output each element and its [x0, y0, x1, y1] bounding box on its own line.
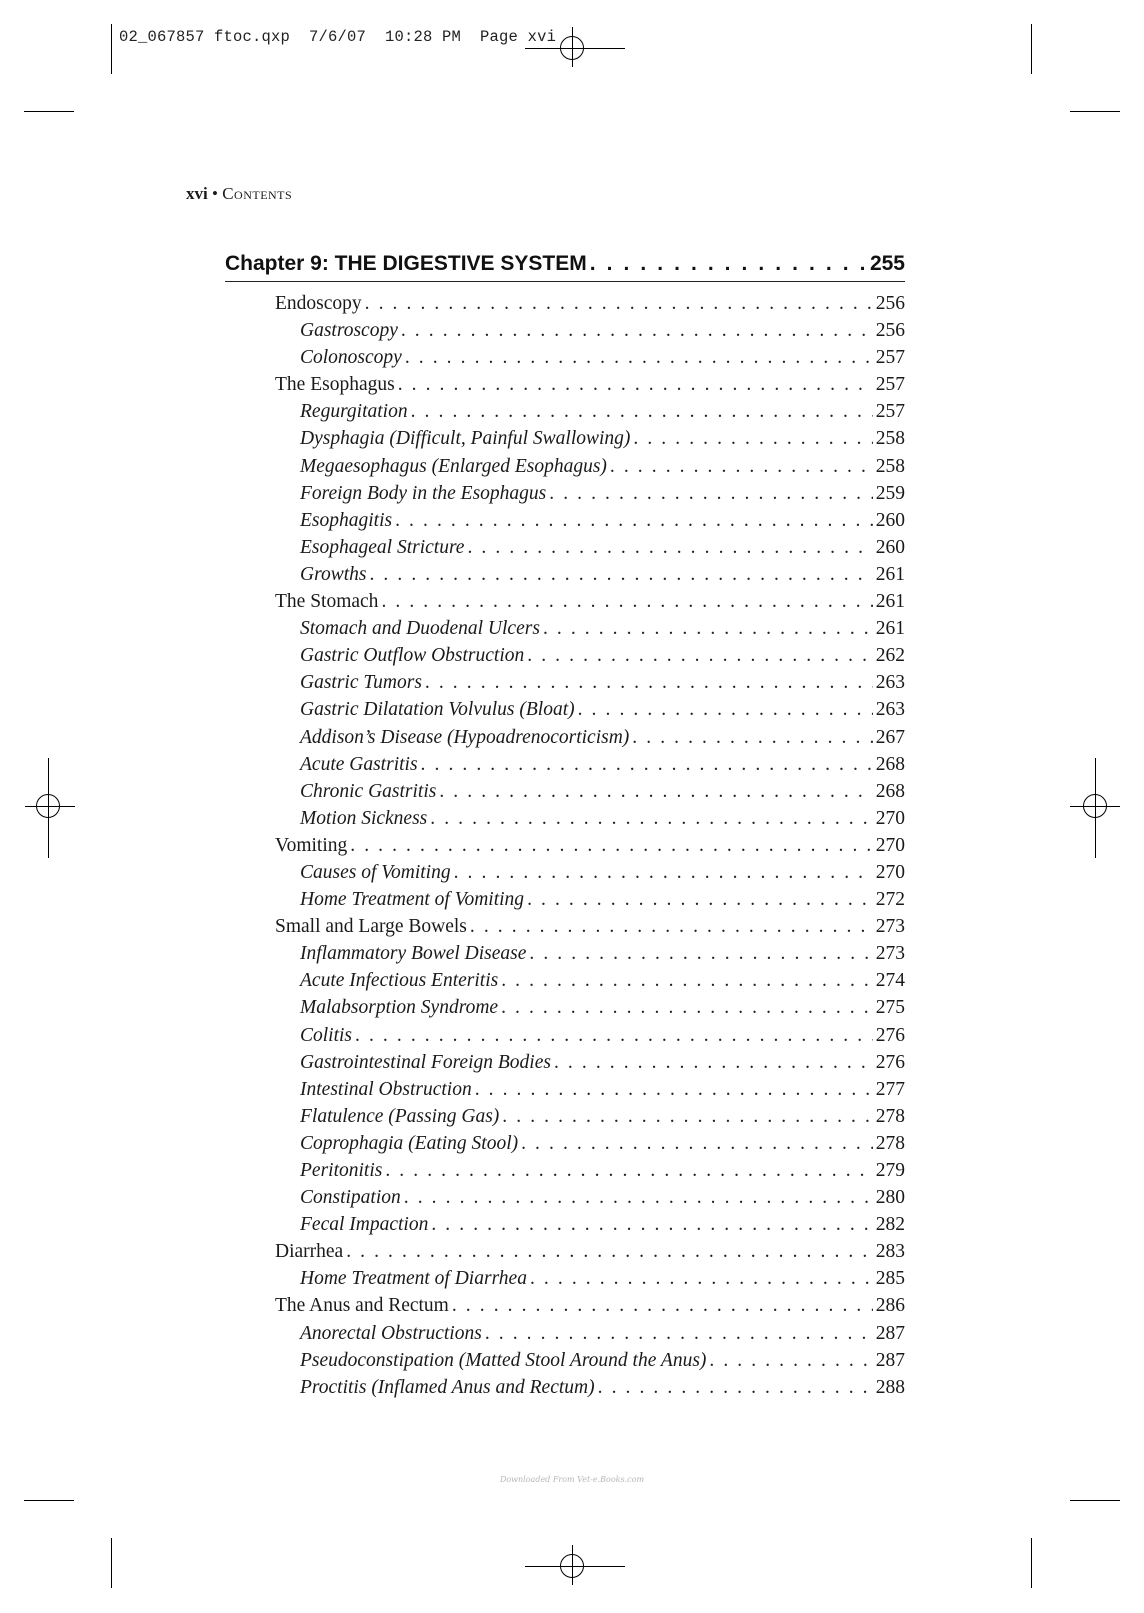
- toc-entry: [225, 1292, 905, 1319]
- entry-page: 283: [875, 1241, 905, 1263]
- entry-label: Constipation: [300, 1187, 401, 1209]
- toc-entry: [225, 859, 905, 886]
- dot-leader: [501, 967, 873, 994]
- dot-leader: [709, 1347, 872, 1374]
- entry-page: 261: [875, 591, 905, 613]
- toc-entry: [225, 1076, 905, 1103]
- entry-label: Chronic Gastritis: [300, 780, 437, 802]
- toc-entry: [225, 1347, 905, 1374]
- dot-leader: [633, 425, 872, 452]
- dot-leader: [411, 398, 873, 425]
- toc-entry: [225, 994, 905, 1021]
- entry-label: Gastric Tumors: [300, 672, 422, 694]
- toc-entry: [225, 534, 905, 561]
- entry-label: Dysphagia (Difficult, Painful Swallowing): [300, 428, 631, 450]
- dot-leader: [578, 696, 873, 723]
- toc-entry: [225, 1130, 905, 1157]
- toc-entry: [225, 480, 905, 507]
- dot-leader: [365, 290, 873, 317]
- entry-page: 270: [875, 861, 905, 883]
- page-folio: xvi: [186, 184, 208, 203]
- entry-label: The Stomach: [275, 591, 379, 613]
- entry-page: 260: [875, 536, 905, 558]
- dot-leader: [598, 1374, 873, 1401]
- entry-page: 282: [875, 1214, 905, 1236]
- table-of-contents: [225, 252, 905, 1401]
- entry-page: 261: [875, 563, 905, 585]
- entry-page: 257: [875, 401, 905, 423]
- entry-page: 262: [875, 645, 905, 667]
- toc-entry: [225, 371, 905, 398]
- toc-entry: [225, 778, 905, 805]
- toc-entry: [225, 507, 905, 534]
- entry-label: Colitis: [300, 1024, 353, 1046]
- toc-entry: [225, 317, 905, 344]
- watermark-text: Downloaded From Vet-e.Books.com: [499, 1475, 645, 1484]
- entry-label: The Esophagus: [275, 374, 395, 396]
- toc-entry: [225, 913, 905, 940]
- dot-leader: [421, 751, 873, 778]
- entry-label: Fecal Impaction: [300, 1214, 429, 1236]
- dot-leader: [398, 371, 873, 398]
- entry-label: Gastrointestinal Foreign Bodies: [300, 1051, 551, 1073]
- dot-leader: [501, 994, 873, 1021]
- chapter-heading: [225, 252, 905, 282]
- running-head: [186, 184, 292, 204]
- toc-entry: [225, 669, 905, 696]
- toc-entry: [225, 1103, 905, 1130]
- entry-page: 257: [875, 347, 905, 369]
- entry-label: Esophagitis: [300, 509, 393, 531]
- entry-label: Home Treatment of Diarrhea: [300, 1268, 527, 1290]
- toc-entry: [225, 1211, 905, 1238]
- chapter-page: 255: [869, 252, 905, 275]
- entry-label: Megaesophagus (Enlarged Esophagus): [300, 455, 607, 477]
- entry-page: 275: [875, 997, 905, 1019]
- dot-leader: [346, 1238, 873, 1265]
- entry-page: 288: [875, 1376, 905, 1398]
- toc-entry: [225, 1022, 905, 1049]
- dot-leader: [527, 886, 873, 913]
- entry-page: 280: [875, 1187, 905, 1209]
- entry-label: Addison’s Disease (Hypoadrenocorticism): [300, 726, 630, 748]
- entry-label: Small and Large Bowels: [275, 916, 467, 938]
- entry-label: Causes of Vomiting: [300, 861, 451, 883]
- entry-label: Vomiting: [275, 834, 348, 856]
- toc-entries: [225, 290, 905, 1401]
- entry-label: Acute Gastritis: [300, 753, 418, 775]
- dot-leader: [467, 534, 872, 561]
- dot-leader: [554, 1049, 873, 1076]
- entry-page: 274: [875, 970, 905, 992]
- entry-page: 257: [875, 374, 905, 396]
- dot-leader: [610, 453, 873, 480]
- entry-page: 270: [875, 834, 905, 856]
- toc-entry: [225, 1157, 905, 1184]
- dot-leader: [543, 615, 873, 642]
- dot-leader: [485, 1320, 873, 1347]
- entry-page: 260: [875, 509, 905, 531]
- entry-label: Motion Sickness: [300, 807, 428, 829]
- entry-page: 263: [875, 699, 905, 721]
- entry-label: Anorectal Obstructions: [300, 1322, 482, 1344]
- dot-leader: [590, 252, 867, 276]
- entry-page: 256: [875, 320, 905, 342]
- dot-leader: [527, 642, 872, 669]
- entry-label: Gastroscopy: [300, 320, 398, 342]
- entry-label: Coprophagia (Eating Stool): [300, 1132, 519, 1154]
- toc-entry: [225, 832, 905, 859]
- entry-page: 272: [875, 889, 905, 911]
- dot-leader: [385, 1157, 872, 1184]
- entry-page: 259: [875, 482, 905, 504]
- toc-entry: [225, 561, 905, 588]
- entry-page: 258: [875, 455, 905, 477]
- entry-page: 285: [875, 1268, 905, 1290]
- entry-label: Esophageal Stricture: [300, 536, 465, 558]
- entry-page: 263: [875, 672, 905, 694]
- entry-page: 256: [875, 293, 905, 314]
- toc-entry: [225, 615, 905, 642]
- section-title: Contents: [222, 184, 293, 203]
- entry-label: Colonoscopy: [300, 347, 402, 369]
- toc-entry: [225, 1265, 905, 1292]
- toc-entry: [225, 967, 905, 994]
- entry-label: Inflammatory Bowel Disease: [300, 943, 527, 965]
- entry-page: 287: [875, 1349, 905, 1371]
- entry-page: 276: [875, 1051, 905, 1073]
- entry-page: 286: [875, 1295, 905, 1317]
- entry-page: 273: [875, 916, 905, 938]
- dot-leader: [369, 561, 872, 588]
- dot-leader: [529, 940, 872, 967]
- entry-label: Home Treatment of Vomiting: [300, 889, 525, 911]
- toc-entry: [225, 1049, 905, 1076]
- toc-entry: [225, 290, 905, 317]
- entry-page: 287: [875, 1322, 905, 1344]
- entry-page: 268: [875, 753, 905, 775]
- toc-entry: [225, 724, 905, 751]
- entry-label: Acute Infectious Enteritis: [300, 970, 499, 992]
- toc-entry: [225, 453, 905, 480]
- toc-entry: [225, 398, 905, 425]
- dot-leader: [452, 1292, 873, 1319]
- toc-entry: [225, 1238, 905, 1265]
- dot-leader: [502, 1103, 872, 1130]
- toc-entry: [225, 1184, 905, 1211]
- entry-page: 268: [875, 780, 905, 802]
- toc-entry: [225, 1320, 905, 1347]
- toc-entry: [225, 696, 905, 723]
- entry-label: The Anus and Rectum: [275, 1295, 449, 1317]
- dot-leader: [454, 859, 873, 886]
- dot-leader: [475, 1076, 873, 1103]
- toc-entry: [225, 886, 905, 913]
- dot-leader: [431, 1211, 872, 1238]
- toc-entry: [225, 940, 905, 967]
- dot-leader: [395, 507, 873, 534]
- entry-label: Gastric Outflow Obstruction: [300, 645, 525, 667]
- dot-leader: [404, 1184, 873, 1211]
- dot-leader: [521, 1130, 873, 1157]
- dot-leader: [381, 588, 872, 615]
- entry-page: 261: [875, 618, 905, 640]
- toc-entry: [225, 425, 905, 452]
- toc-entry: [225, 751, 905, 778]
- entry-label: Regurgitation: [300, 401, 408, 423]
- entry-label: Peritonitis: [300, 1160, 383, 1181]
- entry-label: Intestinal Obstruction: [300, 1078, 472, 1100]
- entry-page: 279: [875, 1160, 905, 1181]
- dot-leader: [530, 1265, 873, 1292]
- entry-label: Pseudoconstipation (Matted Stool Around the Anus): [300, 1349, 707, 1371]
- entry-page: 276: [875, 1024, 905, 1046]
- dot-leader: [549, 480, 873, 507]
- entry-page: 270: [875, 807, 905, 829]
- printer-slug: 02_067857 ftoc.qxp 7/6/07 10:28 PM Page xvi: [119, 28, 557, 46]
- dot-leader: [425, 669, 873, 696]
- entry-label: Proctitis (Inflamed Anus and Rectum): [300, 1376, 595, 1398]
- chapter-title: Chapter 9: THE DIGESTIVE SYSTEM: [225, 252, 587, 275]
- entry-label: Stomach and Duodenal Ulcers: [300, 618, 540, 640]
- dot-leader: [470, 913, 873, 940]
- toc-entry: [225, 588, 905, 615]
- entry-page: 278: [875, 1105, 905, 1127]
- entry-page: 273: [875, 943, 905, 965]
- bullet-separator: •: [211, 184, 218, 203]
- entry-label: Gastric Dilatation Volvulus (Bloat): [300, 699, 575, 721]
- entry-label: Endoscopy: [275, 293, 362, 314]
- toc-entry: [225, 805, 905, 832]
- toc-entry: [225, 642, 905, 669]
- entry-page: 278: [875, 1132, 905, 1154]
- entry-label: Foreign Body in the Esophagus: [300, 482, 547, 504]
- dot-leader: [401, 317, 873, 344]
- entry-page: 277: [875, 1078, 905, 1100]
- entry-label: Malabsorption Syndrome: [300, 997, 499, 1019]
- entry-label: Flatulence (Passing Gas): [300, 1105, 500, 1127]
- dot-leader: [430, 805, 872, 832]
- toc-entry: [225, 344, 905, 371]
- dot-leader: [355, 1022, 873, 1049]
- entry-page: 258: [875, 428, 905, 450]
- entry-label: Diarrhea: [275, 1241, 344, 1263]
- entry-page: 267: [875, 726, 905, 748]
- entry-label: Growths: [300, 563, 367, 585]
- toc-entry: [225, 1374, 905, 1401]
- dot-leader: [350, 832, 873, 859]
- dot-leader: [632, 724, 872, 751]
- dot-leader: [439, 778, 872, 805]
- dot-leader: [405, 344, 873, 371]
